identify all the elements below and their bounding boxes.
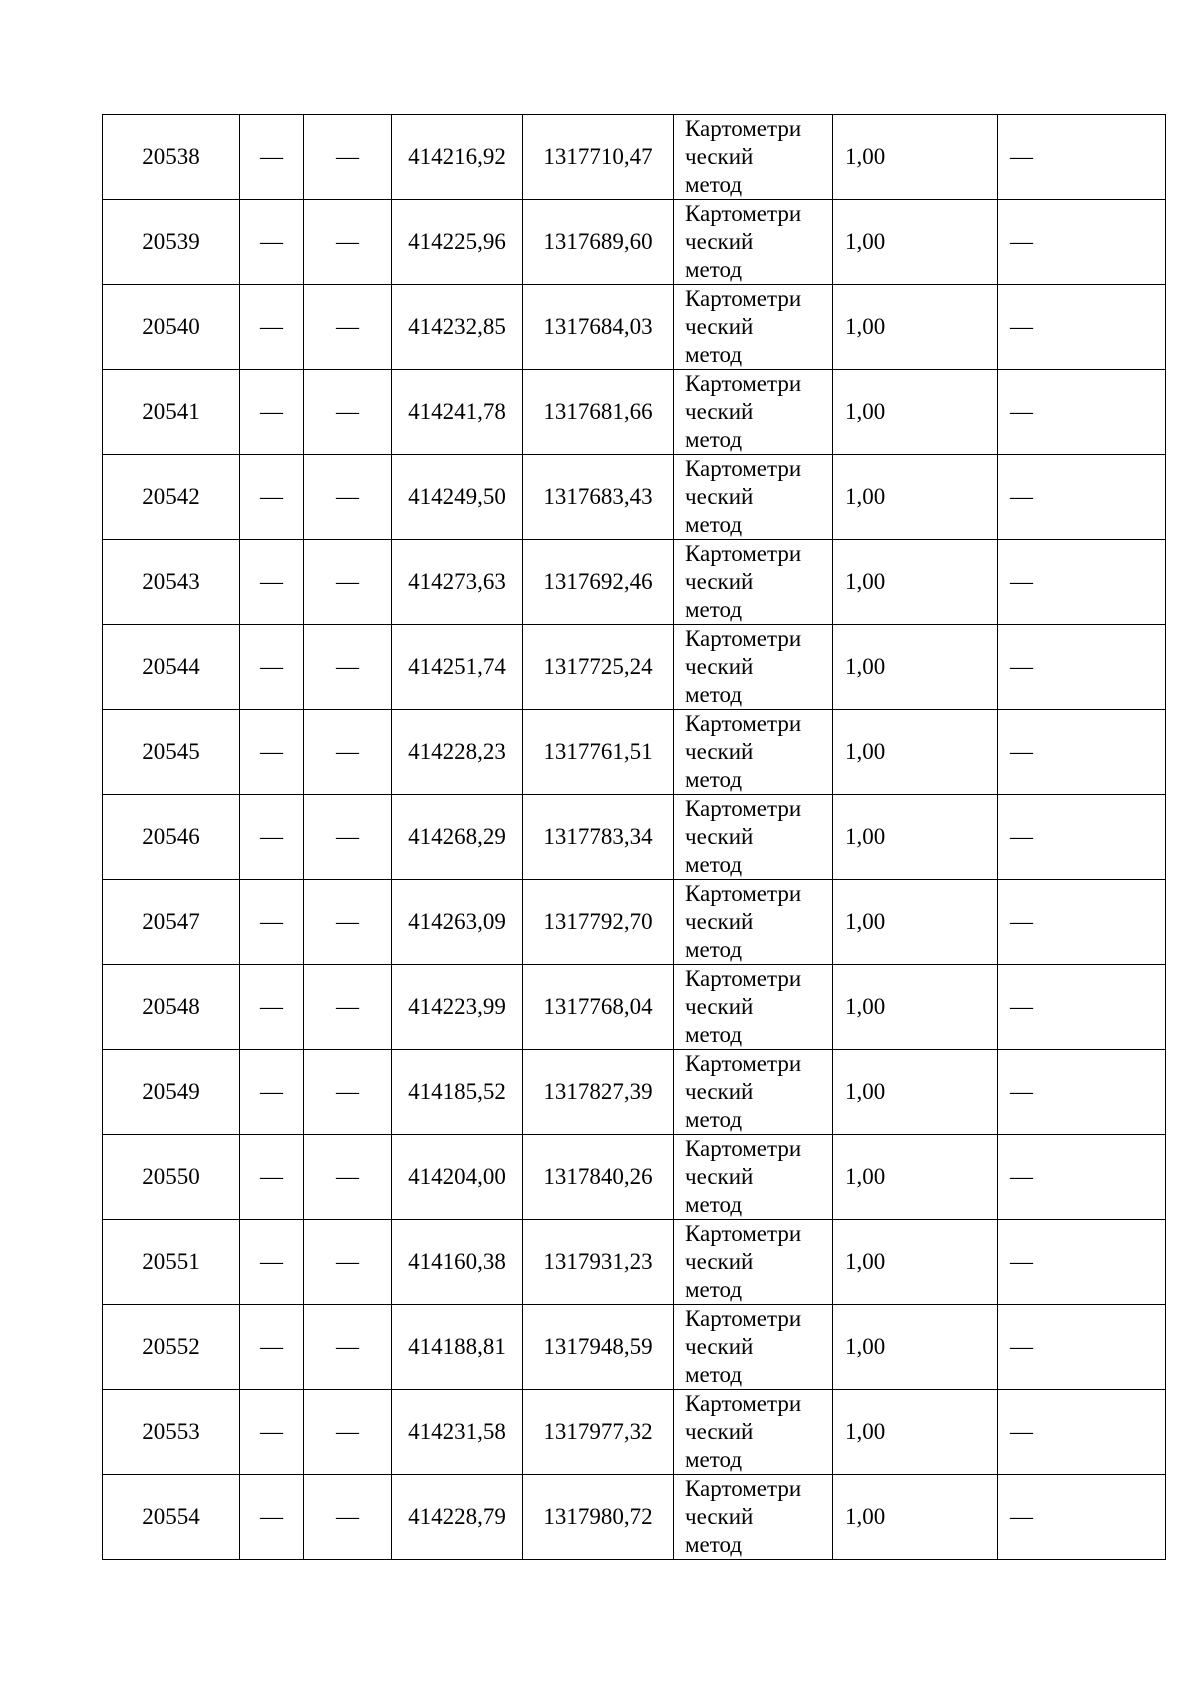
y-coordinate-cell: 1317761,51 [523, 710, 674, 795]
method-cell [674, 1135, 833, 1220]
method-cell [674, 540, 833, 625]
old-y-cell: — [304, 540, 392, 625]
x-coordinate-cell: 414232,85 [392, 285, 523, 370]
method-cell [674, 710, 833, 795]
x-coordinate-cell: 414231,58 [392, 1390, 523, 1475]
method-text-line: Картометри [685, 116, 802, 141]
point-number-cell: 20549 [103, 1050, 240, 1135]
method-text-line: метод [685, 512, 743, 537]
old-x-cell: — [240, 1390, 304, 1475]
description-cell: — [998, 285, 1166, 370]
y-coordinate-cell: 1317710,47 [523, 115, 674, 200]
method-text-line: Картометри [685, 1476, 802, 1501]
table-row [103, 285, 1166, 370]
table-row [103, 1135, 1166, 1220]
old-y-cell: — [304, 1050, 392, 1135]
method-text-line: Картометри [685, 286, 802, 311]
method-text-line: метод [685, 1022, 743, 1047]
table-row [103, 795, 1166, 880]
y-coordinate-cell: 1317725,24 [523, 625, 674, 710]
x-coordinate-cell: 414216,92 [392, 115, 523, 200]
method-text-line: метод [685, 767, 743, 792]
old-y-cell: — [304, 200, 392, 285]
method-text-line: Картометри [685, 1306, 802, 1331]
old-x-cell: — [240, 795, 304, 880]
y-coordinate-cell: 1317792,70 [523, 880, 674, 965]
old-x-cell: — [240, 1305, 304, 1390]
description-cell: — [998, 880, 1166, 965]
old-y-cell: — [304, 1390, 392, 1475]
method-text-line: Картометри [685, 711, 802, 736]
method-cell [674, 880, 833, 965]
method-text-line: ческий [685, 144, 754, 169]
method-text-line: метод [685, 172, 743, 197]
table-row [103, 115, 1166, 200]
point-number-cell: 20545 [103, 710, 240, 795]
point-number-cell: 20543 [103, 540, 240, 625]
old-y-cell: — [304, 1305, 392, 1390]
y-coordinate-cell: 1317692,46 [523, 540, 674, 625]
method-text-line: Картометри [685, 371, 802, 396]
method-text-line: ческий [685, 314, 754, 339]
method-text-line: метод [685, 1447, 743, 1472]
table-row [103, 370, 1166, 455]
method-text-line: Картометри [685, 881, 802, 906]
accuracy-cell: 1,00 [833, 880, 998, 965]
method-cell [674, 1050, 833, 1135]
accuracy-cell: 1,00 [833, 1135, 998, 1220]
method-cell [674, 965, 833, 1050]
method-cell [674, 115, 833, 200]
old-x-cell: — [240, 115, 304, 200]
method-cell [674, 625, 833, 710]
accuracy-cell: 1,00 [833, 1050, 998, 1135]
accuracy-cell: 1,00 [833, 625, 998, 710]
method-cell [674, 455, 833, 540]
accuracy-cell: 1,00 [833, 285, 998, 370]
method-text-line: метод [685, 937, 743, 962]
old-y-cell: — [304, 285, 392, 370]
accuracy-cell: 1,00 [833, 370, 998, 455]
point-number-cell: 20554 [103, 1475, 240, 1560]
old-y-cell: — [304, 455, 392, 540]
old-x-cell: — [240, 1050, 304, 1135]
y-coordinate-cell: 1317948,59 [523, 1305, 674, 1390]
method-cell [674, 1220, 833, 1305]
x-coordinate-cell: 414225,96 [392, 200, 523, 285]
y-coordinate-cell: 1317681,66 [523, 370, 674, 455]
point-number-cell: 20547 [103, 880, 240, 965]
table-row [103, 965, 1166, 1050]
description-cell: — [998, 1475, 1166, 1560]
y-coordinate-cell: 1317840,26 [523, 1135, 674, 1220]
y-coordinate-cell: 1317931,23 [523, 1220, 674, 1305]
description-cell: — [998, 710, 1166, 795]
accuracy-cell: 1,00 [833, 1220, 998, 1305]
method-text-line: ческий [685, 1079, 754, 1104]
description-cell: — [998, 965, 1166, 1050]
method-text-line: метод [685, 427, 743, 452]
x-coordinate-cell: 414188,81 [392, 1305, 523, 1390]
method-text-line: метод [685, 1362, 743, 1387]
method-text-line: ческий [685, 1419, 754, 1444]
description-cell: — [998, 540, 1166, 625]
old-x-cell: — [240, 965, 304, 1050]
method-text-line: ческий [685, 569, 754, 594]
method-cell [674, 1475, 833, 1560]
y-coordinate-cell: 1317683,43 [523, 455, 674, 540]
accuracy-cell: 1,00 [833, 795, 998, 880]
description-cell: — [998, 795, 1166, 880]
method-text-line: ческий [685, 909, 754, 934]
accuracy-cell: 1,00 [833, 1390, 998, 1475]
accuracy-cell: 1,00 [833, 1475, 998, 1560]
old-x-cell: — [240, 370, 304, 455]
accuracy-cell: 1,00 [833, 455, 998, 540]
old-x-cell: — [240, 285, 304, 370]
method-text-line: метод [685, 342, 743, 367]
table-body [103, 115, 1166, 1560]
y-coordinate-cell: 1317768,04 [523, 965, 674, 1050]
y-coordinate-cell: 1317827,39 [523, 1050, 674, 1135]
accuracy-cell: 1,00 [833, 710, 998, 795]
method-text-line: ческий [685, 484, 754, 509]
description-cell: — [998, 1135, 1166, 1220]
description-cell: — [998, 115, 1166, 200]
description-cell: — [998, 1220, 1166, 1305]
method-cell [674, 1305, 833, 1390]
y-coordinate-cell: 1317980,72 [523, 1475, 674, 1560]
method-cell [674, 370, 833, 455]
old-x-cell: — [240, 1135, 304, 1220]
method-text-line: Картометри [685, 541, 802, 566]
y-coordinate-cell: 1317684,03 [523, 285, 674, 370]
method-text-line: Картометри [685, 1221, 802, 1246]
old-y-cell: — [304, 115, 392, 200]
method-text-line: Картометри [685, 1136, 802, 1161]
method-text-line: Картометри [685, 1051, 802, 1076]
y-coordinate-cell: 1317977,32 [523, 1390, 674, 1475]
old-x-cell: — [240, 880, 304, 965]
old-x-cell: — [240, 625, 304, 710]
method-text-line: ческий [685, 1334, 754, 1359]
method-cell [674, 1390, 833, 1475]
table-row [103, 200, 1166, 285]
table-row [103, 1305, 1166, 1390]
point-number-cell: 20551 [103, 1220, 240, 1305]
method-text-line: ческий [685, 229, 754, 254]
method-text-line: Картометри [685, 456, 802, 481]
description-cell: — [998, 625, 1166, 710]
point-number-cell: 20544 [103, 625, 240, 710]
method-cell [674, 285, 833, 370]
description-cell: — [998, 1305, 1166, 1390]
old-x-cell: — [240, 710, 304, 795]
old-x-cell: — [240, 1475, 304, 1560]
method-text-line: ческий [685, 824, 754, 849]
x-coordinate-cell: 414185,52 [392, 1050, 523, 1135]
description-cell: — [998, 370, 1166, 455]
method-text-line: ческий [685, 1249, 754, 1274]
table-row [103, 1475, 1166, 1560]
x-coordinate-cell: 414228,23 [392, 710, 523, 795]
old-y-cell: — [304, 1220, 392, 1305]
accuracy-cell: 1,00 [833, 1305, 998, 1390]
x-coordinate-cell: 414228,79 [392, 1475, 523, 1560]
table-row [103, 1220, 1166, 1305]
old-y-cell: — [304, 370, 392, 455]
table-row [103, 540, 1166, 625]
old-y-cell: — [304, 795, 392, 880]
point-number-cell: 20540 [103, 285, 240, 370]
y-coordinate-cell: 1317689,60 [523, 200, 674, 285]
method-text-line: метод [685, 1192, 743, 1217]
old-x-cell: — [240, 455, 304, 540]
old-y-cell: — [304, 965, 392, 1050]
x-coordinate-cell: 414249,50 [392, 455, 523, 540]
method-text-line: метод [685, 1107, 743, 1132]
old-y-cell: — [304, 1135, 392, 1220]
x-coordinate-cell: 414251,74 [392, 625, 523, 710]
old-x-cell: — [240, 1220, 304, 1305]
method-text-line: метод [685, 1277, 743, 1302]
method-text-line: ческий [685, 739, 754, 764]
description-cell: — [998, 1050, 1166, 1135]
method-text-line: метод [685, 257, 743, 282]
method-text-line: ческий [685, 399, 754, 424]
method-text-line: Картометри [685, 1391, 802, 1416]
x-coordinate-cell: 414263,09 [392, 880, 523, 965]
point-number-cell: 20552 [103, 1305, 240, 1390]
accuracy-cell: 1,00 [833, 200, 998, 285]
method-text-line: ческий [685, 994, 754, 1019]
point-number-cell: 20550 [103, 1135, 240, 1220]
point-number-cell: 20548 [103, 965, 240, 1050]
old-x-cell: — [240, 540, 304, 625]
description-cell: — [998, 200, 1166, 285]
table-row [103, 710, 1166, 795]
table-row [103, 1050, 1166, 1135]
method-text-line: метод [685, 852, 743, 877]
table-row [103, 455, 1166, 540]
x-coordinate-cell: 414273,63 [392, 540, 523, 625]
old-y-cell: — [304, 625, 392, 710]
table-row [103, 880, 1166, 965]
old-y-cell: — [304, 1475, 392, 1560]
method-text-line: Картометри [685, 201, 802, 226]
accuracy-cell: 1,00 [833, 965, 998, 1050]
point-number-cell: 20542 [103, 455, 240, 540]
method-cell [674, 795, 833, 880]
method-text-line: метод [685, 682, 743, 707]
x-coordinate-cell: 414204,00 [392, 1135, 523, 1220]
old-x-cell: — [240, 200, 304, 285]
point-number-cell: 20553 [103, 1390, 240, 1475]
x-coordinate-cell: 414268,29 [392, 795, 523, 880]
method-text-line: Картометри [685, 966, 802, 991]
old-y-cell: — [304, 710, 392, 795]
accuracy-cell: 1,00 [833, 540, 998, 625]
method-text-line: ческий [685, 1164, 754, 1189]
method-text-line: Картометри [685, 626, 802, 651]
point-number-cell: 20539 [103, 200, 240, 285]
method-text-line: ческий [685, 654, 754, 679]
accuracy-cell: 1,00 [833, 115, 998, 200]
coordinates-table [102, 114, 1166, 1560]
method-text-line: метод [685, 597, 743, 622]
table-row [103, 625, 1166, 710]
method-text-line: Картометри [685, 796, 802, 821]
x-coordinate-cell: 414241,78 [392, 370, 523, 455]
point-number-cell: 20538 [103, 115, 240, 200]
y-coordinate-cell: 1317783,34 [523, 795, 674, 880]
table-row [103, 1390, 1166, 1475]
point-number-cell: 20541 [103, 370, 240, 455]
x-coordinate-cell: 414160,38 [392, 1220, 523, 1305]
method-text-line: метод [685, 1532, 743, 1557]
point-number-cell: 20546 [103, 795, 240, 880]
description-cell: — [998, 1390, 1166, 1475]
method-text-line: ческий [685, 1504, 754, 1529]
method-cell [674, 200, 833, 285]
old-y-cell: — [304, 880, 392, 965]
x-coordinate-cell: 414223,99 [392, 965, 523, 1050]
description-cell: — [998, 455, 1166, 540]
